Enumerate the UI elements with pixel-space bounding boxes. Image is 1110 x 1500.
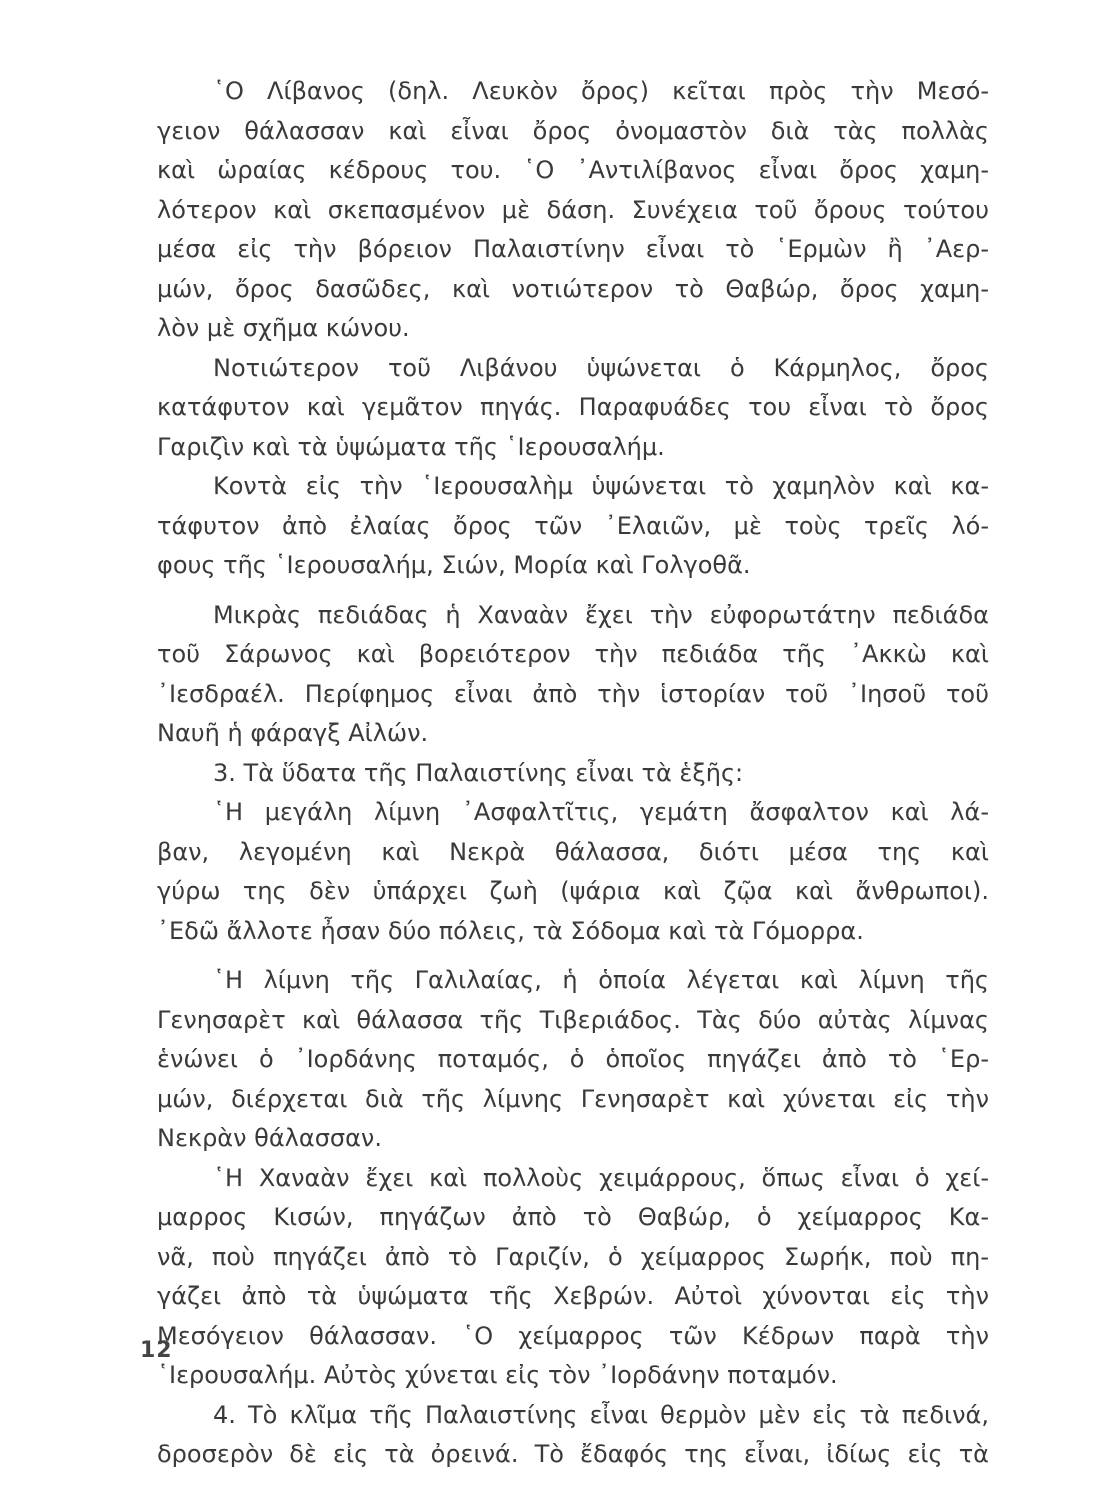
text-line: γάζει ἀπὸ τὰ ὑψώματα τῆς Χεβρών. Αὐτοὶ χύνονται εἰς τὴν [157, 1282, 989, 1310]
text-line: λὸν μὲ σχῆμα κώνου. [157, 314, 410, 342]
text-line: ἑνώνει ὁ ᾿Ιορδάνης ποταμός, ὁ ὁποῖος πηγάζει ἀπὸ τὸ ῾Ερ- [157, 1045, 989, 1073]
text-line: Μεσόγειον θάλασσαν. ῾Ο χείμαρρος τῶν Κέδρων παρὰ τὴν [157, 1321, 989, 1350]
text-line: δροσερὸν δὲ εἰς τὰ ὀρεινά. Τὸ ἔδαφός της εἶναι, ἰδίως εἰς τὰ [157, 1440, 989, 1468]
text-line: κατάφυτον καὶ γεμᾶτον πηγάς. Παραφυάδες του εἶναι τὸ ὄρος [157, 393, 989, 421]
paragraph-streams [157, 1159, 989, 1396]
text-line: 4. Τὸ κλῖμα τῆς Παλαιστίνης εἶναι θερμὸν μὲν εἰς τὰ πεδινά, [213, 1400, 989, 1429]
text-line: Ναυῆ ἡ φάραγξ Αἰλών. [157, 719, 429, 747]
text-line: ῾Η μεγάλη λίμνη ᾿Ασφαλτῖτις, γεμάτη ἄσφαλτον καὶ λά- [213, 798, 989, 826]
text-line: Νοτιώτερον τοῦ Λιβάνου ὑψώνεται ὁ Κάρμηλος, ὄρος [213, 353, 989, 382]
paragraph-mount-of-olives [157, 467, 989, 586]
text-line: Γενησαρὲτ καὶ θάλασσα τῆς Τιβεριάδος. Τὰς δύο αὐτὰς λίμνας [157, 1005, 989, 1034]
text-line: ῾Η Χαναὰν ἔχει καὶ πολλοὺς χειμάρρους, ὅπως εἶναι ὁ χεί- [213, 1163, 989, 1192]
text-line: 3. Τὰ ὕδατα τῆς Παλαιστίνης εἶναι τὰ ἑξῆς: [213, 758, 744, 787]
text-line: λότερον καὶ σκεπασμένον μὲ δάση. Συνέχεια τοῦ ὄρους τούτου [157, 195, 989, 224]
text-line: ῾Ο Λίβανος (δηλ. Λευκὸν ὄρος) κεῖται πρὸς τὴν Μεσό- [213, 77, 989, 105]
text-line: ῾Η λίμνη τῆς Γαλιλαίας, ἡ ὁποία λέγεται καὶ λίμνη τῆς [213, 966, 989, 994]
text-line: νᾶ, ποὺ πηγάζει ἀπὸ τὸ Γαριζίν, ὁ χείμαρρος Σωρήκ, ποὺ πη- [157, 1242, 989, 1271]
paragraph-galilee [157, 961, 989, 1159]
text-line: μαρρος Κισών, πηγάζων ἀπὸ τὸ Θαβώρ, ὁ χείμαρρος Κα- [157, 1203, 989, 1231]
text-line: τοῦ Σάρωνος καὶ βορειότερον τὴν πεδιάδα τῆς ᾿Ακκὼ καὶ [157, 640, 989, 668]
body-text [157, 72, 989, 1475]
section-3-heading [157, 754, 989, 794]
text-line: μών, διέρχεται διὰ τῆς λίμνης Γενησαρὲτ καὶ χύνεται εἰς τὴν [157, 1084, 989, 1113]
paragraph-dead-sea [157, 793, 989, 951]
paragraph-climate [157, 1396, 989, 1475]
text-line: Νεκρὰν θάλασσαν. [157, 1124, 382, 1152]
page-number: 12 [140, 1338, 173, 1363]
text-line: φους τῆς ῾Ιερουσαλήμ, Σιών, Μορία καὶ Γολγοθᾶ. [157, 551, 751, 579]
text-line: Γαριζὶν καὶ τὰ ὑψώματα τῆς ῾Ιερουσαλήμ. [157, 432, 665, 461]
text-line: ῾Ιερουσαλήμ. Αὐτὸς χύνεται εἰς τὸν ᾿Ιορδάνην ποταμόν. [157, 1361, 838, 1389]
text-line: τάφυτον ἀπὸ ἐλαίας ὄρος τῶν ᾿Ελαιῶν, μὲ τοὺς τρεῖς λό- [157, 511, 989, 540]
text-line: γύρω της δὲν ὑπάρχει ζωὴ (ψάρια καὶ ζῷα καὶ ἄνθρωποι). [157, 877, 989, 905]
text-line: μέσα εἰς τὴν βόρειον Παλαιστίνην εἶναι τὸ ῾Ερμὼν ἢ ᾿Αερ- [157, 235, 989, 263]
paragraph-plains [157, 596, 989, 754]
text-line: γειον θάλασσαν καὶ εἶναι ὄρος ὀνομαστὸν διὰ τὰς πολλὰς [157, 116, 989, 145]
text-line: Μικρὰς πεδιάδας ἡ Χαναὰν ἔχει τὴν εὐφορωτάτην πεδιάδα [213, 600, 989, 629]
text-line: καὶ ὡραίας κέδρους του. ῾Ο ᾿Αντιλίβανος εἶναι ὄρος χαμη- [157, 156, 989, 184]
text-line: Κοντὰ εἰς τὴν ῾Ιερουσαλὴμ ὑψώνεται τὸ χαμηλὸν καὶ κα- [213, 472, 989, 500]
text-line: βαν, λεγομένη καὶ Νεκρὰ θάλασσα, διότι μέσα της καὶ [157, 837, 989, 866]
text-line: ᾿Εδῶ ἄλλοτε ἦσαν δύο πόλεις, τὰ Σόδομα καὶ τὰ Γόμορρα. [157, 916, 864, 945]
text-line: μών, ὄρος δασῶδες, καὶ νοτιώτερον τὸ Θαβώρ, ὄρος χαμη- [157, 274, 989, 303]
text-line: ᾿Ιεσδραέλ. Περίφημος εἶναι ἀπὸ τὴν ἱστορίαν τοῦ ᾿Ιησοῦ τοῦ [157, 679, 989, 708]
paragraph-carmel [157, 349, 989, 468]
paragraph-lebanon [157, 72, 989, 349]
